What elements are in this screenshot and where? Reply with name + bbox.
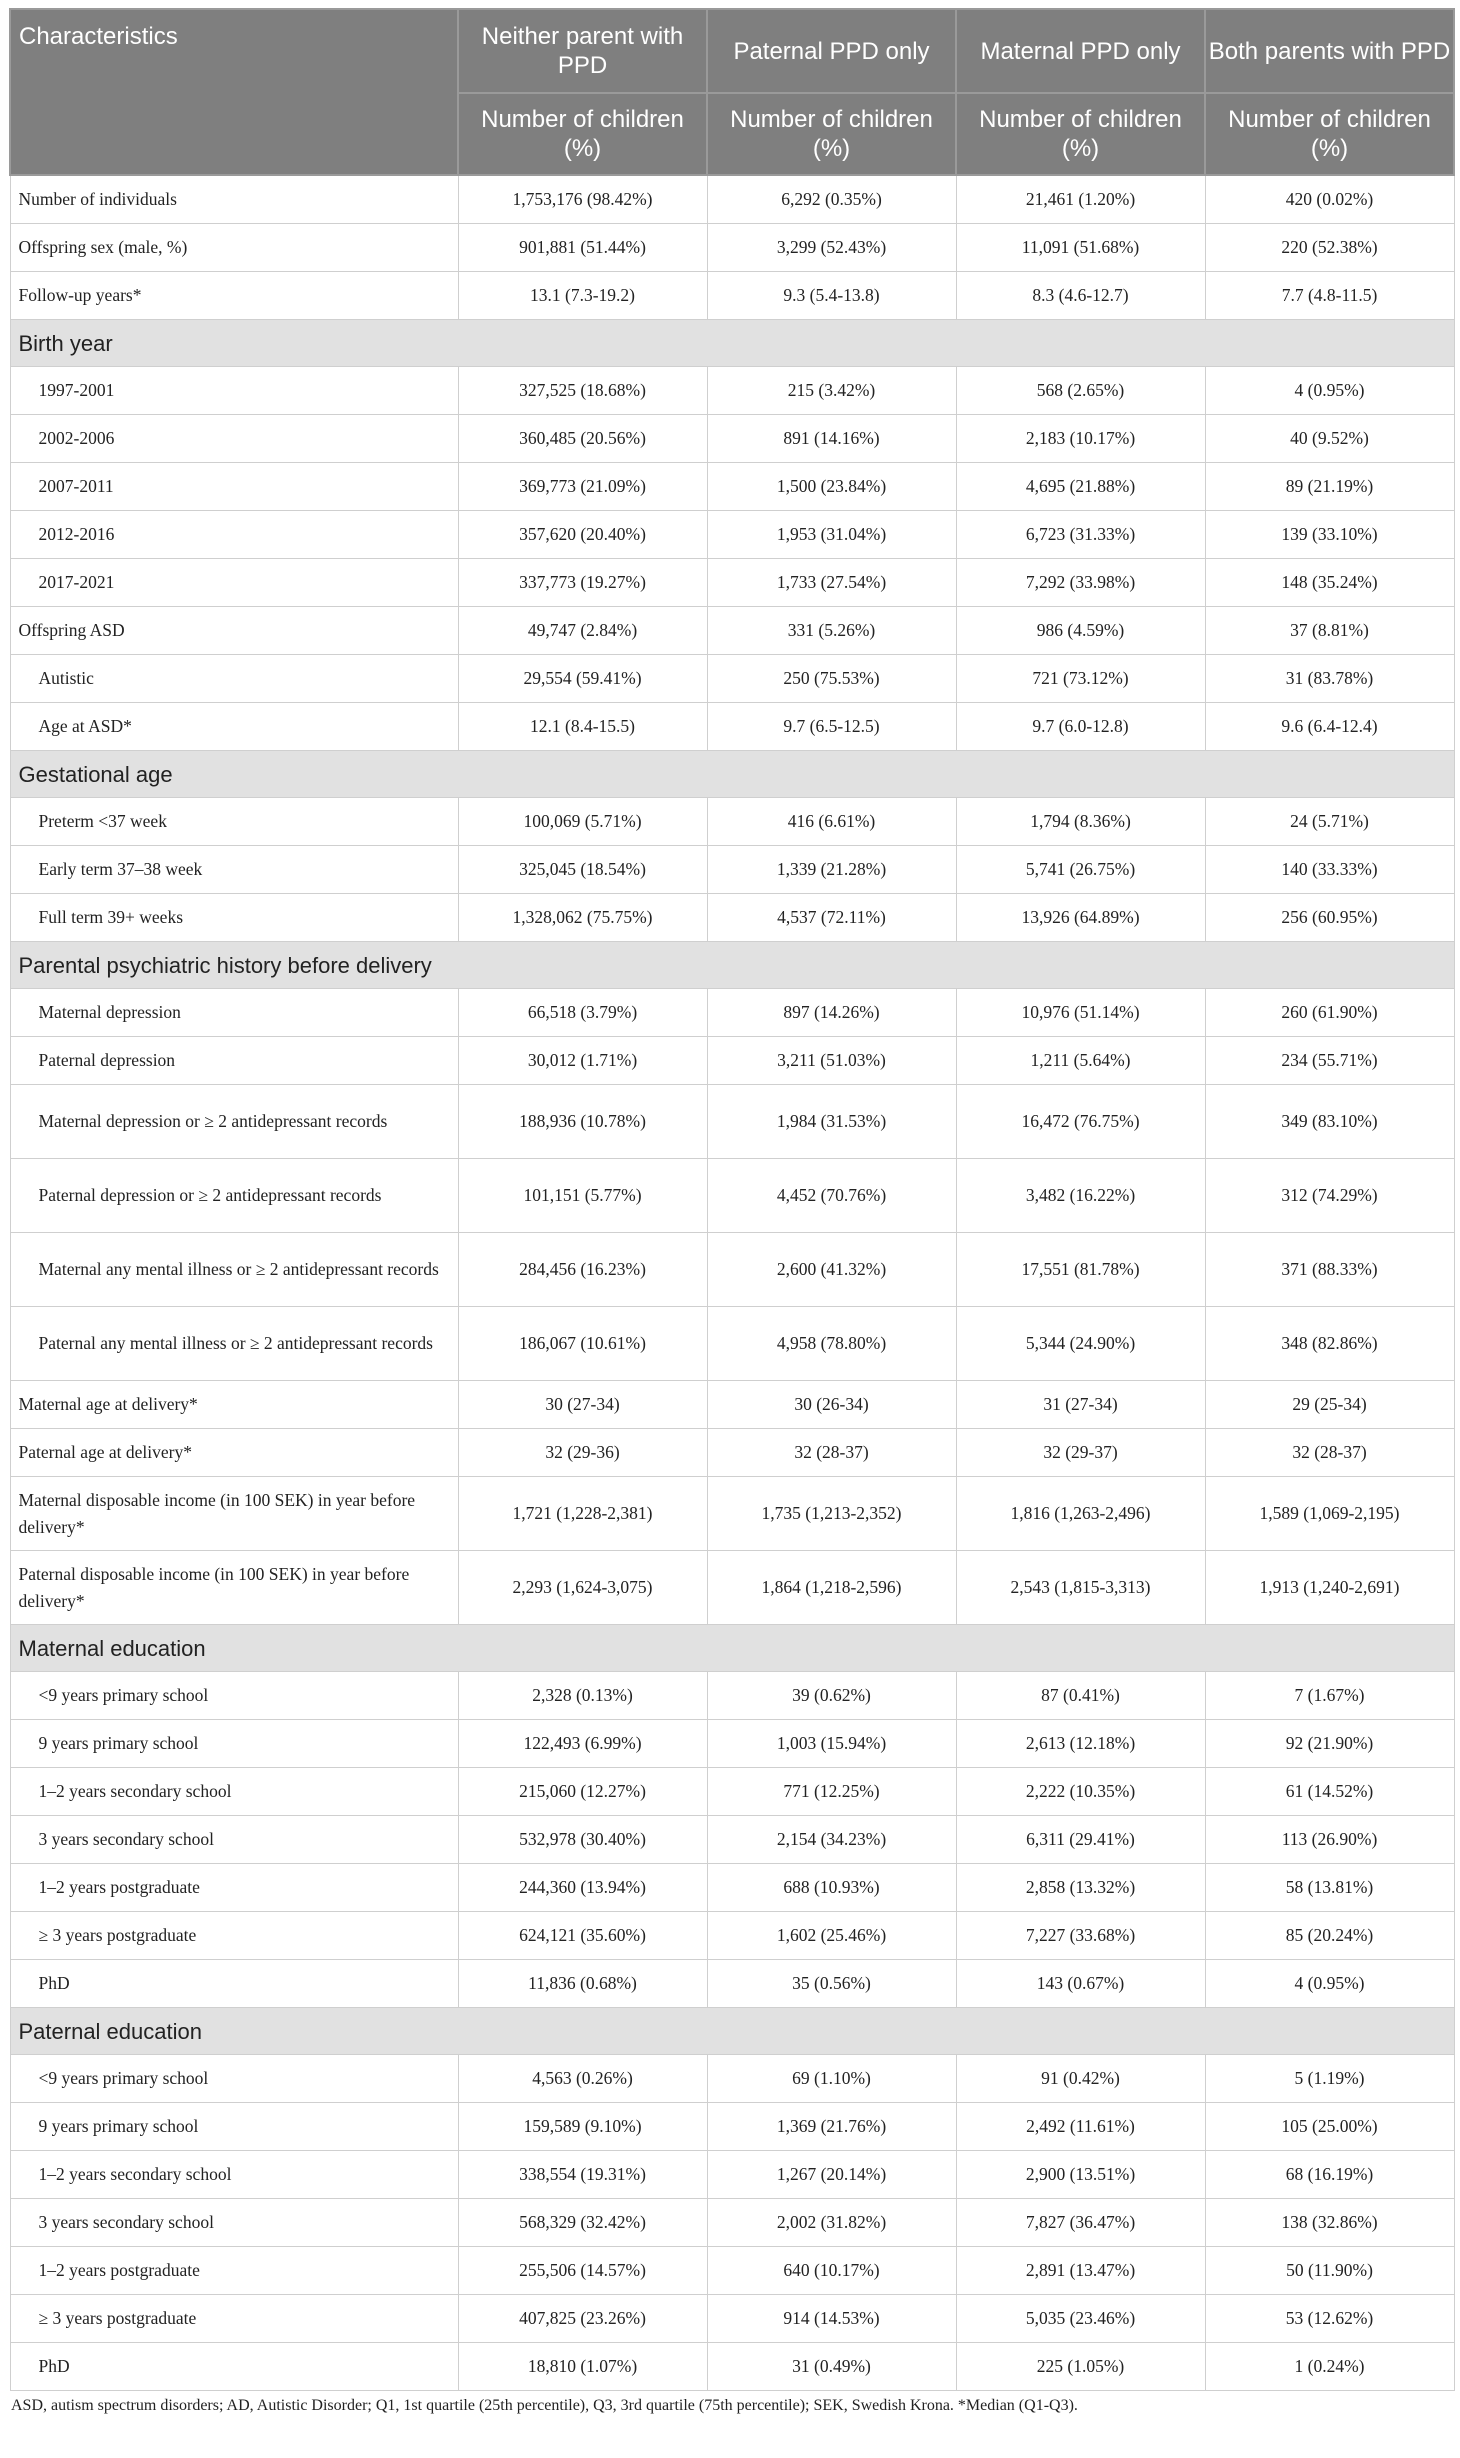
cell-value: 325,045 (18.54%) [458,846,707,894]
section-label: Parental psychiatric history before delivery [10,942,1454,989]
cell-value: 914 (14.53%) [707,2295,956,2343]
cell-value: 87 (0.41%) [956,1672,1205,1720]
cell-value: 331 (5.26%) [707,607,956,655]
cell-value: 140 (33.33%) [1205,846,1454,894]
cell-value: 138 (32.86%) [1205,2199,1454,2247]
cell-value: 6,311 (29.41%) [956,1816,1205,1864]
cell-value: 89 (21.19%) [1205,463,1454,511]
table-row [10,2103,1454,2151]
cell-value: 4,958 (78.80%) [707,1307,956,1381]
cell-value: 1,211 (5.64%) [956,1037,1205,1085]
cell-value: 2,891 (13.47%) [956,2247,1205,2295]
table-row [10,415,1454,463]
cell-value: 2,543 (1,815-3,313) [956,1551,1205,1625]
table-row [10,1085,1454,1159]
table-row [10,703,1454,751]
cell-value: 4 (0.95%) [1205,367,1454,415]
table-row [10,1307,1454,1381]
table-row [10,559,1454,607]
cell-value: 1,267 (20.14%) [707,2151,956,2199]
header-group-maternal: Maternal PPD only [956,9,1205,93]
cell-value: 1,602 (25.46%) [707,1912,956,1960]
row-label: 2017-2021 [10,559,458,607]
cell-value: 349 (83.10%) [1205,1085,1454,1159]
cell-value: 92 (21.90%) [1205,1720,1454,1768]
table-row [10,367,1454,415]
table-row [10,2247,1454,2295]
cell-value: 225 (1.05%) [956,2343,1205,2391]
section-row [10,320,1454,367]
cell-value: 17,551 (81.78%) [956,1233,1205,1307]
table-row [10,1912,1454,1960]
cell-value: 7.7 (4.8-11.5) [1205,272,1454,320]
cell-value: 188,936 (10.78%) [458,1085,707,1159]
cell-value: 721 (73.12%) [956,655,1205,703]
cell-value: 897 (14.26%) [707,989,956,1037]
section-row [10,1625,1454,1672]
cell-value: 105 (25.00%) [1205,2103,1454,2151]
cell-value: 143 (0.67%) [956,1960,1205,2008]
cell-value: 568,329 (32.42%) [458,2199,707,2247]
row-label: Offspring ASD [10,607,458,655]
cell-value: 688 (10.93%) [707,1864,956,1912]
cell-value: 50 (11.90%) [1205,2247,1454,2295]
cell-value: 360,485 (20.56%) [458,415,707,463]
cell-value: 13,926 (64.89%) [956,894,1205,942]
cell-value: 1,816 (1,263-2,496) [956,1477,1205,1551]
cell-value: 2,613 (12.18%) [956,1720,1205,1768]
table-row [10,2055,1454,2103]
table-row [10,1381,1454,1429]
cell-value: 3,482 (16.22%) [956,1159,1205,1233]
cell-value: 100,069 (5.71%) [458,798,707,846]
cell-value: 284,456 (16.23%) [458,1233,707,1307]
header-characteristics: Characteristics [10,9,458,175]
cell-value: 244,360 (13.94%) [458,1864,707,1912]
table-row [10,1037,1454,1085]
section-label: Paternal education [10,2008,1454,2055]
row-label: Preterm <37 week [10,798,458,846]
table-row [10,1551,1454,1625]
table-row [10,463,1454,511]
row-label: Paternal depression or ≥ 2 antidepressant records [10,1159,458,1233]
row-label: Maternal depression [10,989,458,1037]
cell-value: 1,721 (1,228-2,381) [458,1477,707,1551]
table-row [10,1429,1454,1477]
table-row [10,1864,1454,1912]
row-label: Maternal depression or ≥ 2 antidepressant records [10,1085,458,1159]
row-label: PhD [10,2343,458,2391]
cell-value: 66,518 (3.79%) [458,989,707,1037]
cell-value: 6,723 (31.33%) [956,511,1205,559]
characteristics-table [9,8,1455,2391]
cell-value: 32 (29-36) [458,1429,707,1477]
cell-value: 5,741 (26.75%) [956,846,1205,894]
cell-value: 255,506 (14.57%) [458,2247,707,2295]
row-label: Age at ASD* [10,703,458,751]
cell-value: 8.3 (4.6-12.7) [956,272,1205,320]
cell-value: 101,151 (5.77%) [458,1159,707,1233]
row-label: Early term 37–38 week [10,846,458,894]
row-label: Paternal depression [10,1037,458,1085]
row-label: <9 years primary school [10,2055,458,2103]
cell-value: 1,794 (8.36%) [956,798,1205,846]
cell-value: 371 (88.33%) [1205,1233,1454,1307]
section-row [10,2008,1454,2055]
table-row [10,224,1454,272]
row-label: 2007-2011 [10,463,458,511]
cell-value: 31 (83.78%) [1205,655,1454,703]
table-row [10,2343,1454,2391]
table-row [10,2151,1454,2199]
table-row [10,655,1454,703]
table-container [9,8,1454,2415]
cell-value: 407,825 (23.26%) [458,2295,707,2343]
cell-value: 4,537 (72.11%) [707,894,956,942]
cell-value: 260 (61.90%) [1205,989,1454,1037]
cell-value: 1,328,062 (75.75%) [458,894,707,942]
row-label: 9 years primary school [10,1720,458,1768]
cell-value: 1,500 (23.84%) [707,463,956,511]
cell-value: 1,369 (21.76%) [707,2103,956,2151]
cell-value: 9.6 (6.4-12.4) [1205,703,1454,751]
cell-value: 31 (0.49%) [707,2343,956,2391]
cell-value: 532,978 (30.40%) [458,1816,707,1864]
cell-value: 2,492 (11.61%) [956,2103,1205,2151]
section-label: Birth year [10,320,1454,367]
cell-value: 11,836 (0.68%) [458,1960,707,2008]
row-label: Number of individuals [10,175,458,224]
cell-value: 256 (60.95%) [1205,894,1454,942]
row-label: Offspring sex (male, %) [10,224,458,272]
table-row [10,894,1454,942]
cell-value: 250 (75.53%) [707,655,956,703]
table-row [10,1960,1454,2008]
cell-value: 18,810 (1.07%) [458,2343,707,2391]
cell-value: 159,589 (9.10%) [458,2103,707,2151]
cell-value: 215,060 (12.27%) [458,1768,707,1816]
table-row [10,511,1454,559]
cell-value: 12.1 (8.4-15.5) [458,703,707,751]
row-label: Paternal disposable income (in 100 SEK) in year before delivery* [10,1551,458,1625]
subheader-count: Number of children (%) [956,93,1205,175]
cell-value: 30 (27-34) [458,1381,707,1429]
cell-value: 7,227 (33.68%) [956,1912,1205,1960]
cell-value: 312 (74.29%) [1205,1159,1454,1233]
cell-value: 3,299 (52.43%) [707,224,956,272]
row-label: Follow-up years* [10,272,458,320]
cell-value: 39 (0.62%) [707,1672,956,1720]
cell-value: 1,864 (1,218-2,596) [707,1551,956,1625]
cell-value: 1,953 (31.04%) [707,511,956,559]
cell-value: 68 (16.19%) [1205,2151,1454,2199]
cell-value: 4,695 (21.88%) [956,463,1205,511]
cell-value: 624,121 (35.60%) [458,1912,707,1960]
row-label: Autistic [10,655,458,703]
cell-value: 9.7 (6.5-12.5) [707,703,956,751]
cell-value: 9.3 (5.4-13.8) [707,272,956,320]
cell-value: 53 (12.62%) [1205,2295,1454,2343]
cell-value: 35 (0.56%) [707,1960,956,2008]
table-row [10,272,1454,320]
section-row [10,942,1454,989]
row-label: 1–2 years postgraduate [10,2247,458,2295]
row-label: Full term 39+ weeks [10,894,458,942]
table-body [10,175,1454,2391]
subheader-count: Number of children (%) [707,93,956,175]
cell-value: 21,461 (1.20%) [956,175,1205,224]
row-label: ≥ 3 years postgraduate [10,2295,458,2343]
table-row [10,175,1454,224]
cell-value: 1,733 (27.54%) [707,559,956,607]
cell-value: 113 (26.90%) [1205,1816,1454,1864]
table-row [10,1720,1454,1768]
cell-value: 1,589 (1,069-2,195) [1205,1477,1454,1551]
cell-value: 369,773 (21.09%) [458,463,707,511]
cell-value: 10,976 (51.14%) [956,989,1205,1037]
table-row [10,1672,1454,1720]
cell-value: 348 (82.86%) [1205,1307,1454,1381]
section-label: Maternal education [10,1625,1454,1672]
cell-value: 986 (4.59%) [956,607,1205,655]
cell-value: 1,003 (15.94%) [707,1720,956,1768]
row-label: ≥ 3 years postgraduate [10,1912,458,1960]
cell-value: 5,035 (23.46%) [956,2295,1205,2343]
cell-value: 9.7 (6.0-12.8) [956,703,1205,751]
cell-value: 901,881 (51.44%) [458,224,707,272]
table-row [10,798,1454,846]
cell-value: 1 (0.24%) [1205,2343,1454,2391]
cell-value: 1,753,176 (98.42%) [458,175,707,224]
cell-value: 29 (25-34) [1205,1381,1454,1429]
cell-value: 5,344 (24.90%) [956,1307,1205,1381]
cell-value: 29,554 (59.41%) [458,655,707,703]
row-label: 3 years secondary school [10,1816,458,1864]
table-row [10,1477,1454,1551]
row-label: Maternal age at delivery* [10,1381,458,1429]
cell-value: 215 (3.42%) [707,367,956,415]
cell-value: 32 (28-37) [1205,1429,1454,1477]
table-row [10,2199,1454,2247]
row-label: <9 years primary school [10,1672,458,1720]
cell-value: 420 (0.02%) [1205,175,1454,224]
cell-value: 327,525 (18.68%) [458,367,707,415]
cell-value: 2,858 (13.32%) [956,1864,1205,1912]
cell-value: 1,339 (21.28%) [707,846,956,894]
cell-value: 2,002 (31.82%) [707,2199,956,2247]
cell-value: 2,328 (0.13%) [458,1672,707,1720]
cell-value: 40 (9.52%) [1205,415,1454,463]
cell-value: 32 (29-37) [956,1429,1205,1477]
cell-value: 7 (1.67%) [1205,1672,1454,1720]
cell-value: 2,183 (10.17%) [956,415,1205,463]
header-group-neither: Neither parent with PPD [458,9,707,93]
row-label: 1–2 years secondary school [10,1768,458,1816]
table-row [10,2295,1454,2343]
cell-value: 357,620 (20.40%) [458,511,707,559]
cell-value: 3,211 (51.03%) [707,1037,956,1085]
cell-value: 30 (26-34) [707,1381,956,1429]
row-label: 1997-2001 [10,367,458,415]
row-label: 2002-2006 [10,415,458,463]
cell-value: 891 (14.16%) [707,415,956,463]
cell-value: 6,292 (0.35%) [707,175,956,224]
subheader-count: Number of children (%) [458,93,707,175]
cell-value: 220 (52.38%) [1205,224,1454,272]
table-row [10,1768,1454,1816]
cell-value: 148 (35.24%) [1205,559,1454,607]
cell-value: 4,563 (0.26%) [458,2055,707,2103]
cell-value: 2,293 (1,624-3,075) [458,1551,707,1625]
row-label: 3 years secondary school [10,2199,458,2247]
row-label: 2012-2016 [10,511,458,559]
table-row [10,607,1454,655]
cell-value: 4,452 (70.76%) [707,1159,956,1233]
table-row [10,846,1454,894]
cell-value: 2,222 (10.35%) [956,1768,1205,1816]
cell-value: 139 (33.10%) [1205,511,1454,559]
table-row [10,1159,1454,1233]
row-label: 1–2 years secondary school [10,2151,458,2199]
header-group-paternal: Paternal PPD only [707,9,956,93]
cell-value: 69 (1.10%) [707,2055,956,2103]
cell-value: 58 (13.81%) [1205,1864,1454,1912]
cell-value: 2,600 (41.32%) [707,1233,956,1307]
cell-value: 1,984 (31.53%) [707,1085,956,1159]
cell-value: 186,067 (10.61%) [458,1307,707,1381]
cell-value: 30,012 (1.71%) [458,1037,707,1085]
cell-value: 85 (20.24%) [1205,1912,1454,1960]
cell-value: 2,900 (13.51%) [956,2151,1205,2199]
cell-value: 49,747 (2.84%) [458,607,707,655]
section-row [10,751,1454,798]
cell-value: 11,091 (51.68%) [956,224,1205,272]
table-row [10,1233,1454,1307]
cell-value: 5 (1.19%) [1205,2055,1454,2103]
cell-value: 2,154 (34.23%) [707,1816,956,1864]
cell-value: 24 (5.71%) [1205,798,1454,846]
cell-value: 771 (12.25%) [707,1768,956,1816]
row-label: 1–2 years postgraduate [10,1864,458,1912]
cell-value: 13.1 (7.3-19.2) [458,272,707,320]
cell-value: 234 (55.71%) [1205,1037,1454,1085]
cell-value: 16,472 (76.75%) [956,1085,1205,1159]
cell-value: 1,913 (1,240-2,691) [1205,1551,1454,1625]
cell-value: 7,292 (33.98%) [956,559,1205,607]
cell-value: 568 (2.65%) [956,367,1205,415]
cell-value: 337,773 (19.27%) [458,559,707,607]
cell-value: 7,827 (36.47%) [956,2199,1205,2247]
cell-value: 338,554 (19.31%) [458,2151,707,2199]
cell-value: 122,493 (6.99%) [458,1720,707,1768]
cell-value: 1,735 (1,213-2,352) [707,1477,956,1551]
row-label: Paternal age at delivery* [10,1429,458,1477]
table-header [10,9,1454,175]
cell-value: 61 (14.52%) [1205,1768,1454,1816]
cell-value: 32 (28-37) [707,1429,956,1477]
section-label: Gestational age [10,751,1454,798]
row-label: Paternal any mental illness or ≥ 2 antidepressant records [10,1307,458,1381]
table-row [10,1816,1454,1864]
row-label: PhD [10,1960,458,2008]
header-group-both: Both parents with PPD [1205,9,1454,93]
cell-value: 416 (6.61%) [707,798,956,846]
cell-value: 4 (0.95%) [1205,1960,1454,2008]
table-row [10,989,1454,1037]
subheader-count: Number of children (%) [1205,93,1454,175]
cell-value: 31 (27-34) [956,1381,1205,1429]
row-label: Maternal any mental illness or ≥ 2 antidepressant records [10,1233,458,1307]
cell-value: 91 (0.42%) [956,2055,1205,2103]
cell-value: 640 (10.17%) [707,2247,956,2295]
table-footnote: ASD, autism spectrum disorders; AD, Autistic Disorder; Q1, 1st quartile (25th percentile), Q3, 3rd quartile (75th percentile); SEK, Swedish Krona. *Median (Q1-Q3). [11,2397,1078,2414]
cell-value: 37 (8.81%) [1205,607,1454,655]
row-label: Maternal disposable income (in 100 SEK) in year before delivery* [10,1477,458,1551]
row-label: 9 years primary school [10,2103,458,2151]
